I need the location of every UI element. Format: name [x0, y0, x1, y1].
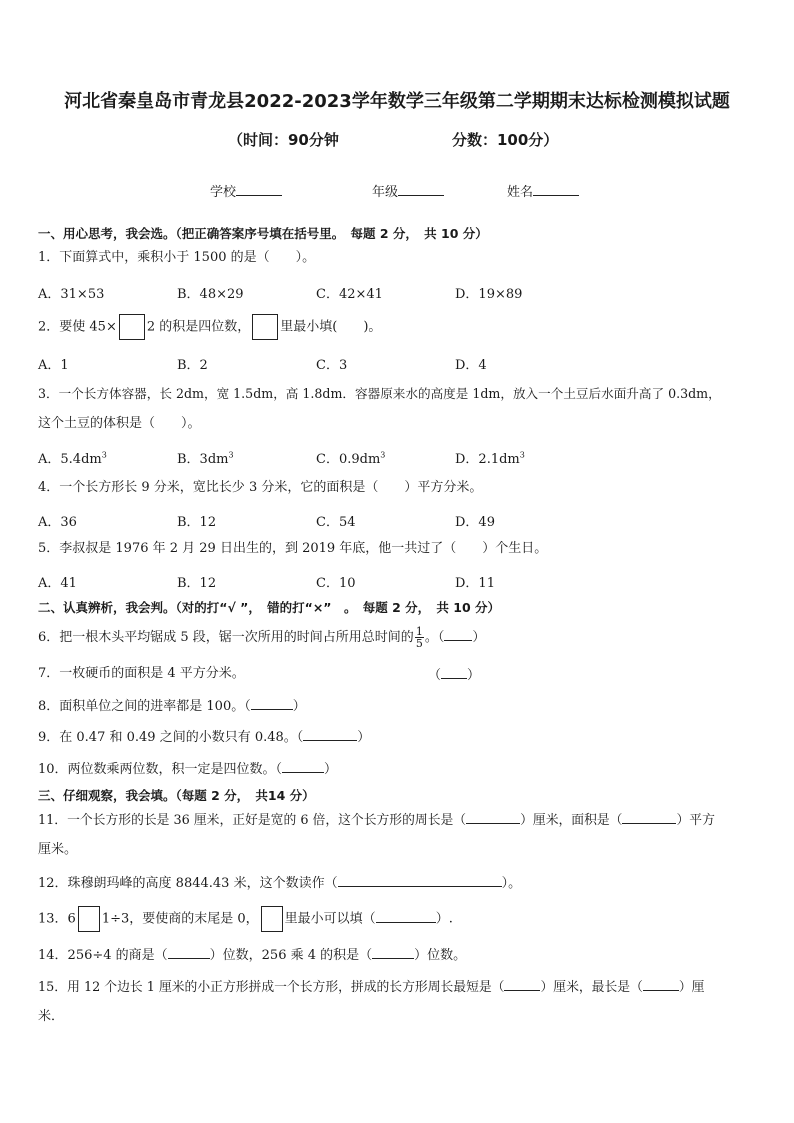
q3-option-a[interactable]: A．$5.4dm^3$ — [38, 450, 107, 467]
q2-box-1[interactable] — [119, 314, 145, 340]
q11-answer-blank-2[interactable] — [622, 811, 676, 824]
section-2-heading: 二、认真辨析，我会判。（对的打“√ ”， 错的打“×” 。 每题 2 分， 共 10 分） — [38, 600, 501, 615]
q13-box-2[interactable] — [261, 906, 283, 932]
question-1: 1．下面算式中，乘积小于 1500 的是（ ）。 — [38, 250, 316, 265]
q2-option-b[interactable]: B．2 — [177, 358, 208, 373]
question-7: 7．一枚硬币的面积是 4 平方分米。 — [38, 666, 245, 681]
q5-option-d[interactable]: D．11 — [455, 576, 495, 591]
q13-box-1[interactable] — [78, 906, 100, 932]
question-4: 4．一个长方形长 9 分米，宽比长少 3 分米，它的面积是（ ）平方分米。 — [38, 480, 483, 495]
q1-option-c[interactable]: C．42×41 — [316, 287, 383, 302]
question-9: 9．在 0.47 和 0.49 之间的小数只有 0.48。（ ） — [38, 730, 371, 745]
q4-option-c[interactable]: C．54 — [316, 515, 356, 530]
question-12: 12．珠穆朗玛峰的高度 8844.43 米，这个数读作（ ）。 — [38, 876, 522, 891]
section-3-heading: 三、仔细观察，我会填。（每题 2 分， 共14 分） — [38, 788, 315, 803]
q5-option-b[interactable]: B．12 — [177, 576, 217, 591]
question-11-line-2: 厘米。 — [38, 842, 78, 857]
q12-answer-blank[interactable] — [338, 874, 502, 887]
name-blank[interactable] — [533, 183, 579, 196]
q2-option-d[interactable]: D．4 — [455, 358, 487, 373]
q15-answer-blank-1[interactable] — [504, 978, 540, 991]
name-label: 姓名 — [507, 185, 534, 200]
page-title: 河北省秦皇岛市青龙县2022-2023学年数学三年级第二学期期末达标检测模拟试题 — [64, 91, 730, 112]
q2-box-2[interactable] — [252, 314, 278, 340]
question-8: 8．面积单位之间的进率都是 100。（ ） — [38, 699, 306, 714]
question-2: 2．要使 45× 2 的积是四位数， 里最小填( )。 — [38, 314, 381, 341]
q10-answer-blank[interactable] — [282, 760, 324, 773]
question-13: 13．6 1÷3，要使商的末尾是 0， 里最小可以填（ ）. — [38, 906, 453, 933]
q3-option-d[interactable]: D．$2.1dm^3$ — [455, 450, 525, 467]
question-10: 10．两位数乘两位数，积一定是四位数。（ ） — [38, 762, 338, 777]
q14-answer-blank-2[interactable] — [372, 946, 414, 959]
q3-option-b[interactable]: B．$3dm^3$ — [177, 450, 234, 467]
q4-option-b[interactable]: B．12 — [177, 515, 217, 530]
q5-option-a[interactable]: A．41 — [38, 576, 77, 591]
school-blank[interactable] — [236, 183, 282, 196]
q1-option-d[interactable]: D．19×89 — [455, 287, 523, 302]
q4-option-a[interactable]: A．36 — [38, 515, 77, 530]
q13-answer-blank[interactable] — [376, 910, 436, 923]
exam-time: （时间：90分钟 — [228, 131, 339, 149]
q3-option-c[interactable]: C．$0.9dm^3$ — [316, 450, 386, 467]
section-1-heading: 一、用心思考，我会选。（把正确答案序号填在括号里。 每题 2 分， 共 10 分） — [38, 226, 488, 241]
question-15-line-1: 15．用 12 个边长 1 厘米的小正方形拼成一个长方形，拼成的长方形周长最短是（ ）厘米，最长是（ ）厘 — [38, 980, 705, 995]
question-14: 14．256÷4 的商是（ ）位数，256 乘 4 的积是（ ）位数。 — [38, 948, 467, 963]
question-11-line-1: 11．一个长方形的长是 36 厘米，正好是宽的 6 倍，这个长方形的周长是（ ）厘米，面积是（ ）平方 — [38, 813, 715, 828]
grade-label: 年级 — [372, 185, 399, 200]
question-3-line-2: 这个土豆的体积是（ ）。 — [38, 416, 201, 431]
q6-answer-blank[interactable] — [444, 628, 472, 641]
q1-option-b[interactable]: B．48×29 — [177, 287, 244, 302]
question-6: 6．把一根木头平均锯成 5 段，锯一次所用的时间占所用总时间的 $\frac{1}{5}$ 。（ ） — [38, 625, 486, 650]
school-field — [210, 181, 282, 200]
q9-answer-blank[interactable] — [303, 728, 357, 741]
q14-answer-blank-1[interactable] — [168, 946, 210, 959]
school-label: 学校 — [210, 185, 237, 200]
fraction-one-fifth: $\frac{1}{5}$ — [415, 625, 423, 650]
q7-answer-blank[interactable] — [441, 666, 467, 679]
grade-field — [372, 181, 444, 200]
q4-option-d[interactable]: D．49 — [455, 515, 495, 530]
question-3-line-1: 3．一个长方体容器，长 2dm，宽 1.5dm，高 1.8dm．容器原来水的高度是 1dm，放入一个土豆后水面升高了 0.3dm， — [38, 386, 721, 401]
name-field — [507, 181, 579, 200]
q2-option-a[interactable]: A．1 — [38, 358, 69, 373]
q5-option-c[interactable]: C．10 — [316, 576, 356, 591]
q8-answer-blank[interactable] — [251, 697, 293, 710]
q11-answer-blank-1[interactable] — [466, 811, 520, 824]
q15-answer-blank-2[interactable] — [643, 978, 679, 991]
q2-option-c[interactable]: C．3 — [316, 358, 348, 373]
grade-blank[interactable] — [398, 183, 444, 196]
question-15-line-2: 米． — [38, 1009, 65, 1024]
q7-answer: （ ） — [428, 668, 481, 683]
exam-score: 分数：100分） — [452, 131, 559, 149]
q1-option-a[interactable]: A．31×53 — [38, 287, 105, 302]
question-5: 5．李叔叔是 1976 年 2 月 29 日出生的，到 2019 年底，他一共过了（ ）个生日。 — [38, 541, 548, 556]
